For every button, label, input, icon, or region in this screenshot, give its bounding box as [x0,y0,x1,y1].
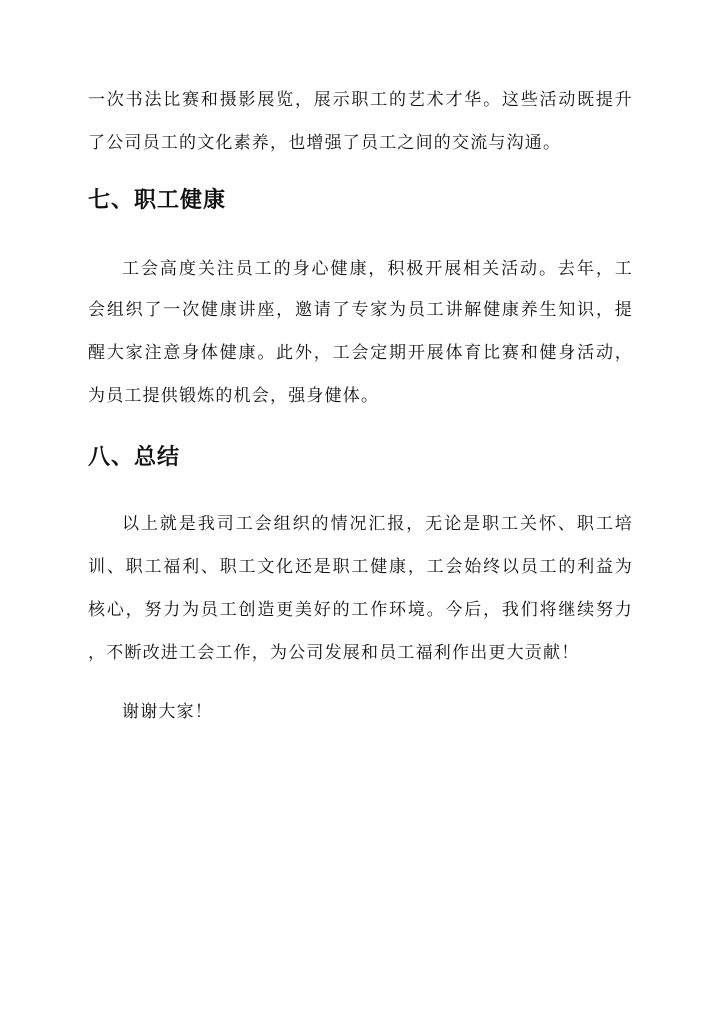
paragraph-line: 核心，努力为员工创造更美好的工作环境。今后，我们将继续努力 [88,600,633,620]
paragraph-line: 工会高度关注员工的身心健康，积极开展相关活动。去年，工 [122,259,633,279]
paragraph-line: 醒大家注意身体健康。此外，工会定期开展体育比赛和健身活动， [88,343,633,363]
section-heading-summary: 八、总结 [88,445,181,470]
paragraph-line: 训、职工福利、职工文化还是职工健康，工会始终以员工的利益为 [88,557,633,577]
closing-line: 谢谢大家！ [122,702,213,722]
paragraph-line: 以上就是我司工会组织的情况汇报，无论是职工关怀、职工培 [122,514,633,534]
paragraph-line: 为员工提供锻炼的机会，强身健体。 [88,386,380,406]
paragraph-line: 会组织了一次健康讲座，邀请了专家为员工讲解健康养生知识，提 [88,300,633,320]
section-heading-health: 七、职工健康 [88,188,227,213]
paragraph-line: 了公司员工的文化素养，也增强了员工之间的交流与沟通。 [88,133,562,153]
paragraph-line: ，不断改进工会工作，为公司发展和员工福利作出更大贡献！ [88,643,580,663]
paragraph-line: 一次书法比赛和摄影展览，展示职工的艺术才华。这些活动既提升 [88,90,633,110]
